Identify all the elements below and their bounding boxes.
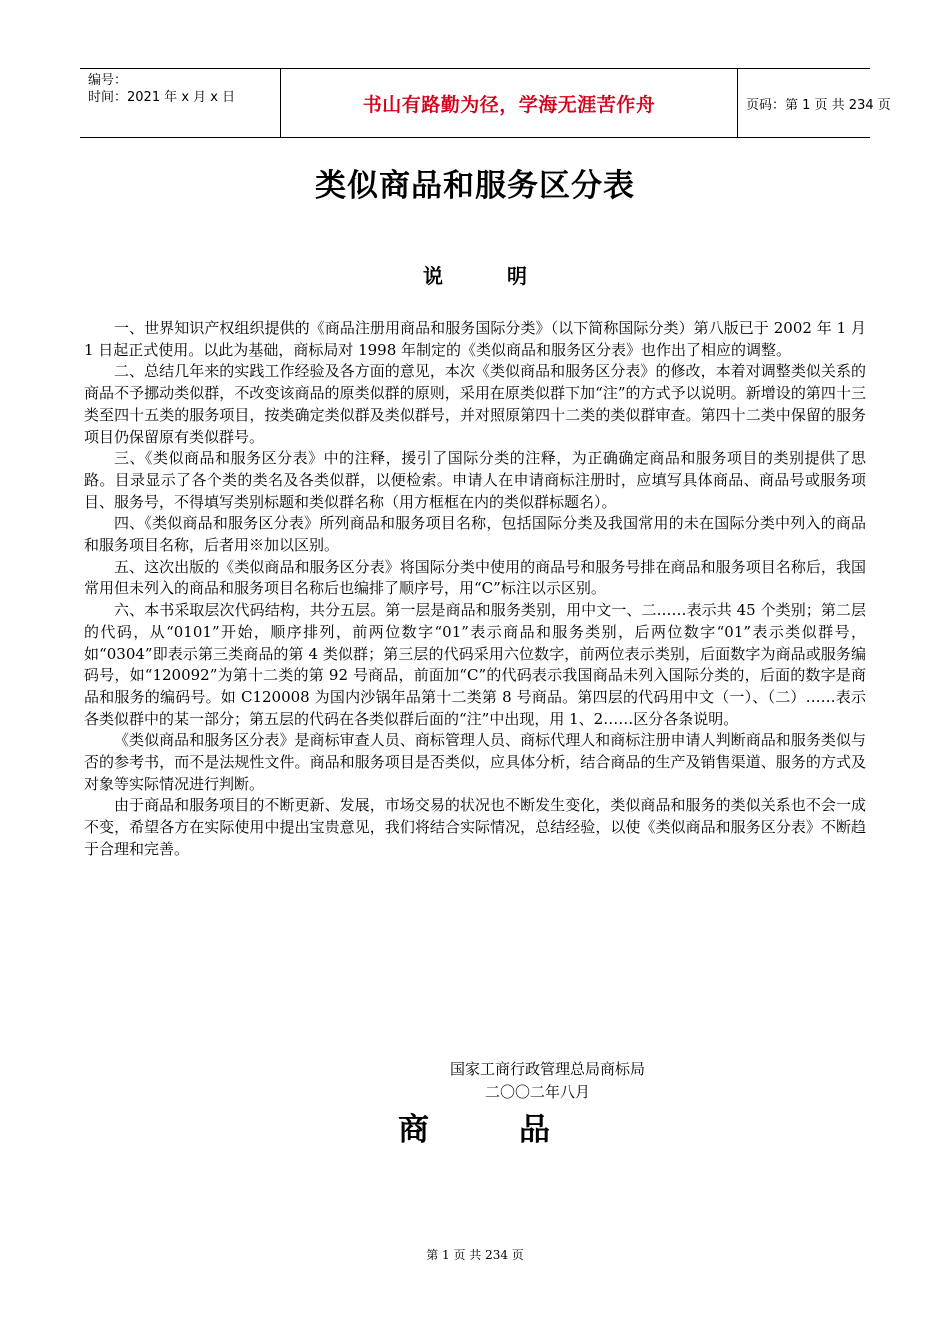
time-label: 时间：2021 年 x 月 x 日 [88, 90, 236, 105]
section-heading-goods [398, 1104, 550, 1149]
header-page-info: 页码：第 1 页 共 234 页 [746, 97, 891, 113]
page-header [80, 68, 891, 138]
subtitle-char-1: 说 [423, 264, 443, 288]
paragraph-1: 一、世界知识产权组织提供的《商品注册用商品和服务国际分类》（以下简称国际分类）第八版已于 2002 年 1 月 1 日起正式使用。以此为基础，商标局对 1998 年制定的《类似商品和服务区分表》也作出了相应的调整。 [84, 319, 866, 359]
goods-char-2: 品 [519, 1112, 550, 1148]
motto-text: 书山有路勤为径，学海无涯苦作舟 [362, 93, 656, 116]
paragraph-8: 由于商品和服务项目的不断更新、发展，市场交易的状况也不断发生变化，类似商品和服务的类似关系也不会一成不变，希望各方在实际使用中提出宝贵意见，我们将结合实际情况，总结经验，以使《类似商品和服务区分表》不断趋于合理和完善。 [84, 796, 866, 858]
paragraph-4: 四、《类似商品和服务区分表》所列商品和服务项目名称，包括国际分类及我国常用的未在国际分类中列入的商品和服务项目名称，后者用※加以区别。 [84, 514, 866, 555]
signature-org: 国家工商行政管理总局商标局 [450, 1060, 646, 1078]
section-title-explanation [0, 260, 950, 289]
paragraph-7: 《类似商品和服务区分表》是商标审查人员、商标管理人员、商标代理人和商标注册申请人判断商品和服务类似与否的参考书，而不是法规性文件。商品和服务项目是否类似，应具体分析，结合商品的生产及销售渠道、服务的方式及对象等实际情况进行判断。 [84, 731, 866, 793]
paragraph-6: 六、本书采取层次代码结构，共分五层。第一层是商品和服务类别，用中文一、二……表示共 45 个类别；第二层的代码，从“0101”开始，顺序排列，前两位数字“01”表示商品和服务类别，后两位数字“01”表示类似群号，如“0304”即表示第三类商品的第 4 类似群；第三层的代码采用六位数字，前两位表示类别，后面数字为商品或服务编码号，如“120092”为第十二类的第 92 号商品，前面加“C”的代码表示我国商品未列入国际分类的，后面的数字是商品和服务的编码号。如 C120008 为国内沙锅年品第十二类第 8 号商品。第四层的代码用中文（一）、（二）……表示各类似群中的某一部分；第五层的代码在各类似群后面的“注”中出现，用 1、2……区分各条说明。 [84, 601, 866, 728]
paragraph-2: 二、总结几年来的实践工作经验及各方面的意见，本次《类似商品和服务区分表》的修改，本着对调整类似关系的商品不予挪动类似群，不改变该商品的原类似群的原则，采用在原类似群下加“注”的方式予以说明。新增设的第四十三类至四十五类的服务项目，按类确定类似群及类似群号，并对照原第四十二类的类似群审查。第四十二类中保留的服务项目仍保留原有类似群号。 [84, 362, 866, 446]
page-footer: 第 1 页 共 234 页 [426, 1248, 524, 1262]
header-meta [80, 69, 280, 137]
header-motto-cell [280, 69, 738, 137]
paragraph-5: 五、这次出版的《类似商品和服务区分表》将国际分类中使用的商品号和服务号排在商品和服务项目名称后，我国常用但未列入的商品和服务项目名称后也编排了顺序号，用“C”标注以示区别。 [84, 557, 866, 598]
document-title: 类似商品和服务区分表 [315, 168, 635, 204]
subtitle-char-2: 明 [507, 264, 527, 288]
goods-char-1: 商 [398, 1112, 429, 1148]
document-body [84, 318, 866, 861]
signature-date: 二〇〇二年八月 [485, 1083, 591, 1101]
number-label: 编号： [88, 73, 128, 88]
paragraph-3: 三、《类似商品和服务区分表》中的注释，援引了国际分类的注释，为正确确定商品和服务项目的类别提供了思路。目录显示了各个类的类名及各类似群，以便检索。申请人在申请商标注册时，应填写具体商品、商品号或服务项目、服务号，不得填写类别标题和类似群名称（用方框框在内的类似群标题名）。 [84, 449, 866, 511]
